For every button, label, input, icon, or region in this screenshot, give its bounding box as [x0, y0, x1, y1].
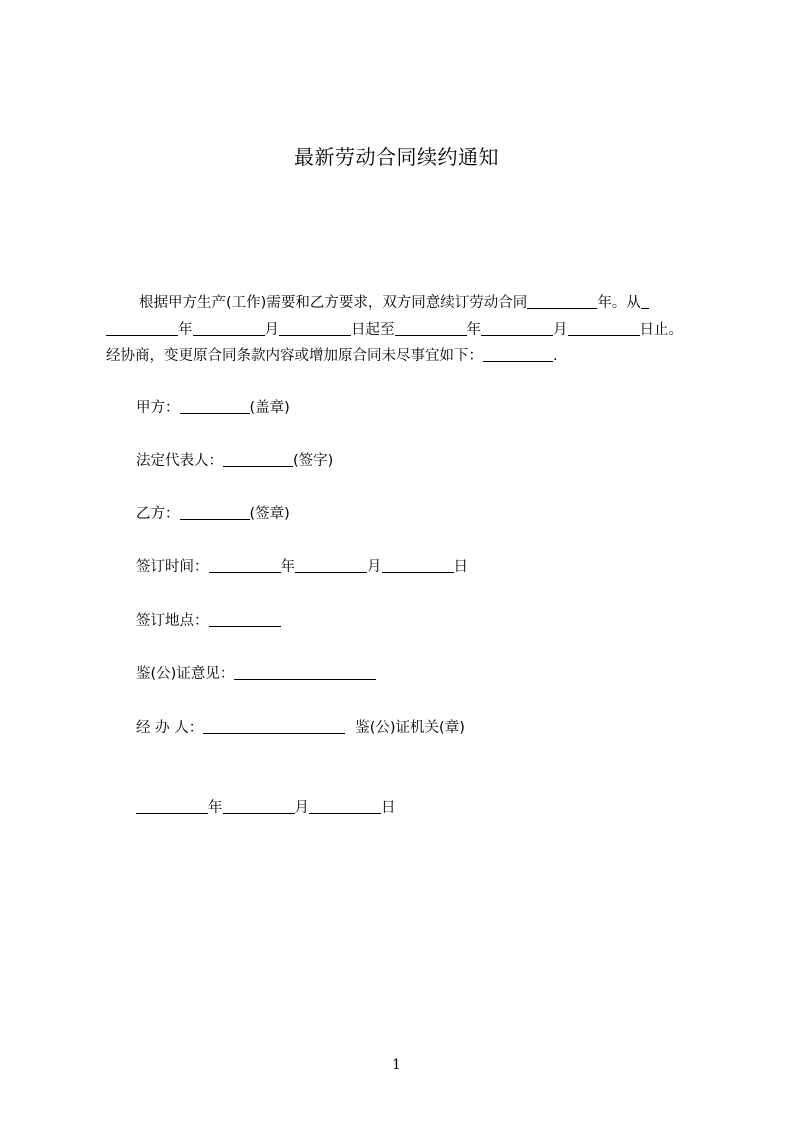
party-a-suffix: (盖章) [249, 400, 290, 416]
sign-place-field [136, 611, 281, 631]
paragraph-text: 年。从 [597, 295, 641, 311]
contract-renewal-paragraph [106, 290, 706, 370]
end-month-blank[interactable] [481, 320, 553, 336]
start-year-blank[interactable] [106, 320, 178, 336]
sign-month-blank[interactable] [295, 557, 367, 573]
paragraph-text: 根据甲方生产(工作)需要和乙方要求，双方同意续订劳动合同 [139, 295, 528, 311]
end-day-blank[interactable] [568, 320, 640, 336]
party-b-label: 乙方： [136, 506, 180, 522]
page-number: 1 [392, 1057, 401, 1073]
legal-rep-suffix: (签字) [293, 453, 334, 469]
start-month-blank[interactable] [193, 320, 265, 336]
notary-opinion-blank[interactable] [234, 664, 376, 680]
footer-day-blank[interactable] [309, 798, 381, 814]
footer-year-blank[interactable] [136, 798, 208, 814]
sign-year-blank[interactable] [209, 557, 281, 573]
sign-time-label: 签订时间： [136, 559, 209, 575]
party-a-blank[interactable] [180, 398, 250, 414]
sign-time-field [136, 557, 468, 577]
end-year-blank[interactable] [395, 320, 467, 336]
footer-month-unit: 月 [294, 800, 309, 816]
party-a-label: 甲方： [136, 400, 180, 416]
paragraph-text: . [553, 348, 558, 364]
paragraph-text: 日止。 [639, 321, 683, 338]
start-year-blank-head[interactable] [641, 293, 649, 309]
footer-month-blank[interactable] [223, 798, 295, 814]
paragraph-text: 月 [553, 321, 568, 338]
legal-rep-field [136, 451, 333, 471]
paragraph-line-2 [106, 317, 706, 344]
legal-rep-blank[interactable] [223, 451, 293, 467]
changes-blank[interactable] [483, 346, 553, 362]
notary-opinion-label: 鉴(公)证意见： [136, 666, 235, 682]
sign-year-unit: 年 [280, 559, 295, 575]
sign-month-unit: 月 [367, 559, 382, 575]
handler-label: 经 办 人： [136, 720, 204, 736]
party-a-field [136, 398, 290, 418]
paragraph-line-1 [106, 290, 706, 317]
handler-field [136, 718, 465, 738]
party-b-blank[interactable] [180, 504, 250, 520]
paragraph-text: 年 [178, 321, 193, 338]
legal-rep-label: 法定代表人： [136, 453, 223, 469]
paragraph-text: 年 [466, 321, 481, 338]
notary-org-label: 鉴(公)证机关(章) [355, 720, 465, 736]
sign-day-unit: 日 [453, 559, 468, 575]
footer-day-unit: 日 [381, 800, 396, 816]
paragraph-text: 经协商，变更原合同条款内容或增加原合同未尽事宜如下： [106, 348, 483, 364]
sign-day-blank[interactable] [382, 557, 454, 573]
paragraph-text: 月 [264, 321, 279, 338]
paragraph-text: 日起至 [351, 321, 395, 338]
footer-year-unit: 年 [208, 800, 223, 816]
party-b-suffix: (签章) [249, 506, 290, 522]
contract-years-blank[interactable] [527, 293, 597, 309]
notary-opinion-field [136, 664, 376, 684]
document-title: 最新劳动合同续约通知 [294, 145, 499, 169]
paragraph-line-3 [106, 343, 706, 370]
party-b-field [136, 504, 290, 524]
sign-place-blank[interactable] [209, 611, 281, 627]
start-day-blank[interactable] [279, 320, 351, 336]
sign-place-label: 签订地点： [136, 613, 209, 629]
footer-date-field [136, 798, 396, 818]
handler-blank[interactable] [203, 718, 345, 734]
